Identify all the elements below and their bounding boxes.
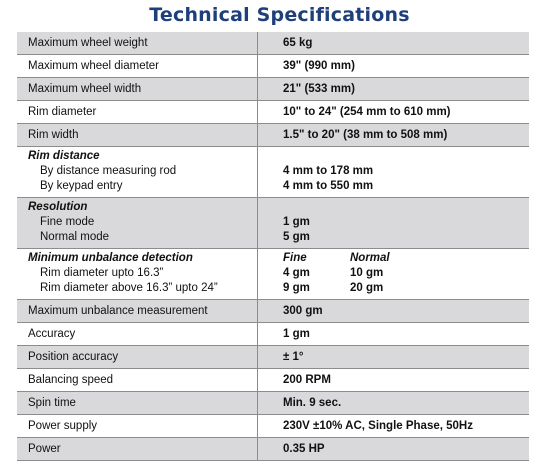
row-label: Spin time — [17, 392, 258, 414]
table-row — [17, 300, 529, 323]
row-label — [17, 198, 258, 248]
sub-label: By keypad entry — [40, 180, 123, 192]
sub-value: 1 gm — [283, 216, 310, 228]
table-row — [17, 78, 529, 101]
row-label: Rim width — [17, 124, 258, 146]
row-value: ± 1° — [283, 351, 304, 363]
table-row — [17, 323, 529, 346]
sub-label: Rim diameter upto 16.3” — [40, 267, 164, 279]
row-value: 230V ±10% AC, Single Phase, 50Hz — [283, 420, 473, 432]
row-value — [258, 249, 529, 299]
row-value: 0.35 HP — [283, 443, 325, 455]
col-normal-header: Normal — [350, 252, 390, 264]
row-label — [17, 147, 258, 197]
table-row — [17, 124, 529, 147]
row-label: Power supply — [17, 415, 258, 437]
spec-table — [17, 32, 529, 461]
table-row-resolution — [17, 198, 529, 249]
row-label: Maximum unbalance measurement — [17, 300, 258, 322]
sub-label: By distance measuring rod — [40, 165, 177, 177]
row-value: 1 gm — [283, 328, 310, 340]
sub-label: Normal mode — [40, 231, 110, 243]
group-heading: Rim distance — [28, 150, 100, 162]
sub-value: 4 mm to 550 mm — [283, 180, 374, 192]
table-row-min-unbalance — [17, 249, 529, 300]
group-heading: Minimum unbalance detection — [28, 252, 193, 264]
row-label: Balancing speed — [17, 369, 258, 391]
sub-label: Rim diameter above 16.3” upto 24” — [40, 282, 218, 294]
row-label: Accuracy — [17, 323, 258, 345]
table-row — [17, 55, 529, 78]
row-label — [17, 249, 258, 299]
sub-value: 5 gm — [283, 231, 310, 243]
row-value: 10" to 24" (254 mm to 610 mm) — [283, 106, 451, 118]
table-row — [17, 32, 529, 55]
table-row — [17, 369, 529, 392]
row-value: Min. 9 sec. — [283, 397, 342, 409]
table-row — [17, 346, 529, 369]
row-label: Maximum wheel width — [17, 78, 258, 100]
row-label: Rim diameter — [17, 101, 258, 123]
table-row — [17, 415, 529, 438]
row-value — [258, 147, 529, 197]
row-value — [258, 198, 529, 248]
group-heading: Resolution — [28, 201, 88, 213]
table-row-rim-distance — [17, 147, 529, 198]
row-value: 200 RPM — [283, 374, 331, 386]
table-row — [17, 101, 529, 124]
sub-value: 4 mm to 178 mm — [283, 165, 374, 177]
row-label: Power — [17, 438, 258, 460]
row-label: Position accuracy — [17, 346, 258, 368]
table-row — [17, 392, 529, 415]
sub-label: Fine mode — [40, 216, 95, 228]
row-value: 39" (990 mm) — [283, 60, 355, 72]
row-label: Maximum wheel diameter — [17, 55, 258, 77]
table-row — [17, 438, 529, 461]
fine-value: 4 gm — [283, 267, 310, 279]
row-label: Maximum wheel weight — [17, 32, 258, 54]
fine-value: 9 gm — [283, 282, 310, 294]
page-title: Technical Specifications — [149, 4, 410, 26]
row-value: 65 kg — [283, 37, 313, 49]
normal-value: 10 gm — [350, 267, 384, 279]
row-value: 1.5" to 20" (38 mm to 508 mm) — [283, 129, 448, 141]
col-fine-header: Fine — [283, 252, 307, 264]
row-value: 300 gm — [283, 305, 323, 317]
row-value: 21" (533 mm) — [283, 83, 355, 95]
normal-value: 20 gm — [350, 282, 384, 294]
